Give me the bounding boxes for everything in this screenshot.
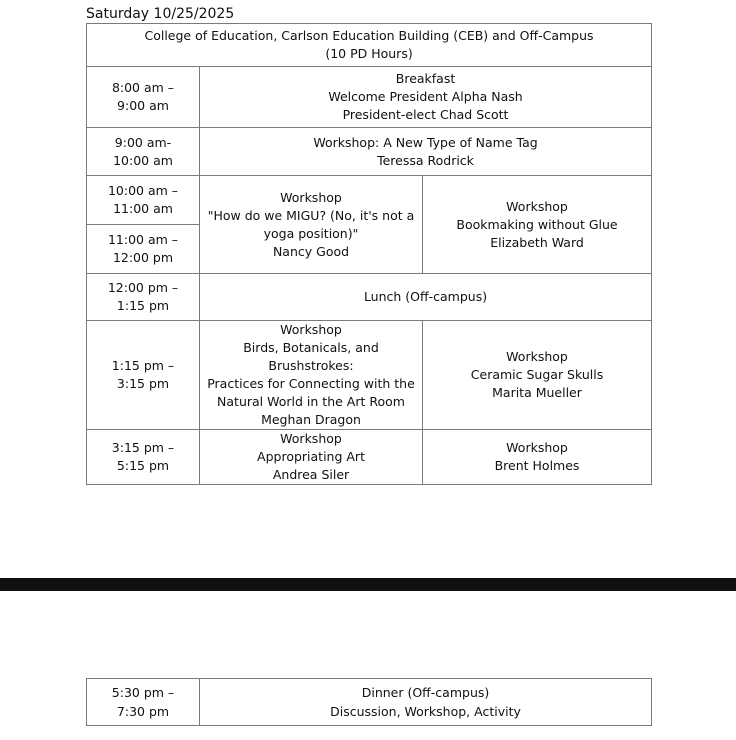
event-title: Workshop xyxy=(280,322,342,337)
event-presenter: Brent Holmes xyxy=(494,458,580,473)
workshop-cell-right xyxy=(423,430,652,485)
event-detail: Discussion, Workshop, Activity xyxy=(330,704,521,719)
time-end: 7:30 pm xyxy=(116,704,170,719)
time-cell xyxy=(87,128,200,176)
time-cell xyxy=(87,679,200,726)
event-detail: Natural World in the Art Room xyxy=(217,394,405,409)
table-row-dinner xyxy=(87,679,652,726)
header-cell xyxy=(87,24,652,67)
event-presenter: Meghan Dragon xyxy=(261,412,361,427)
time-end: 10:00 am xyxy=(113,152,173,168)
time-cell xyxy=(87,274,200,321)
workshop-cell-right xyxy=(423,176,652,274)
table-row-nametag xyxy=(87,128,652,176)
event-title: Workshop xyxy=(506,349,568,364)
time-start: 9:00 am- xyxy=(114,134,172,150)
event-presenter: Nancy Good xyxy=(272,243,350,259)
event-title: Workshop xyxy=(506,440,568,455)
time-cell xyxy=(87,321,200,430)
time-end: 1:15 pm xyxy=(116,298,170,313)
event-title: Dinner (Off-campus) xyxy=(361,685,490,700)
time-end: 9:00 am xyxy=(117,98,169,113)
event-detail: Ceramic Sugar Skulls xyxy=(470,367,604,382)
time-start: 12:00 pm – xyxy=(107,280,179,295)
event-presenter: Andrea Siler xyxy=(272,467,350,482)
event-detail: Bookmaking without Glue xyxy=(456,216,618,232)
event-presenter: Marita Mueller xyxy=(492,385,582,400)
event-cell xyxy=(200,67,652,128)
schedule-date: Saturday 10/25/2025 xyxy=(86,6,235,22)
event-cell xyxy=(200,274,652,321)
event-title: Workshop xyxy=(506,198,568,214)
event-title: Lunch (Off-campus) xyxy=(363,289,488,304)
table-row-morning-slot1 xyxy=(87,176,652,225)
event-detail: Welcome President Alpha Nash xyxy=(328,89,523,104)
time-start: 5:30 pm – xyxy=(111,685,175,700)
time-cell xyxy=(87,430,200,485)
table-row-breakfast xyxy=(87,67,652,128)
event-cell xyxy=(200,128,652,176)
event-presenter: Teressa Rodrick xyxy=(377,152,474,168)
event-presenter: Elizabeth Ward xyxy=(490,234,584,250)
schedule-table xyxy=(86,23,652,485)
table-row-lunch xyxy=(87,274,652,321)
dinner-table xyxy=(86,678,652,726)
time-end: 12:00 pm xyxy=(112,250,174,265)
time-cell xyxy=(87,176,200,225)
page-divider xyxy=(0,578,736,591)
workshop-cell-right xyxy=(423,321,652,430)
header-pd-hours: (10 PD Hours) xyxy=(325,46,413,61)
time-cell xyxy=(87,225,200,274)
time-end: 3:15 pm xyxy=(116,376,170,391)
event-detail: President-elect Chad Scott xyxy=(342,107,509,122)
workshop-cell-left xyxy=(200,321,423,430)
event-title: Workshop xyxy=(280,189,342,205)
event-title: Workshop: A New Type of Name Tag xyxy=(313,134,538,150)
event-detail: "How do we MIGU? (No, it's not a xyxy=(207,207,415,223)
header-title: College of Education, Carlson Education Building (CEB) and Off-Campus xyxy=(144,28,594,43)
header-row xyxy=(87,24,652,67)
time-end: 5:15 pm xyxy=(116,458,170,473)
event-title: Workshop xyxy=(280,431,342,446)
table-row-afternoon1 xyxy=(87,321,652,430)
time-start: 11:00 am – xyxy=(107,232,179,247)
workshop-cell-left xyxy=(200,430,423,485)
table-row-afternoon2 xyxy=(87,430,652,485)
event-detail: Practices for Connecting with the xyxy=(207,376,415,391)
workshop-cell-left xyxy=(200,176,423,274)
time-start: 8:00 am – xyxy=(111,80,175,95)
event-detail: Birds, Botanicals, and Brushstrokes: xyxy=(243,340,379,373)
time-end: 11:00 am xyxy=(113,201,173,216)
time-cell xyxy=(87,67,200,128)
time-start: 3:15 pm – xyxy=(111,440,175,455)
event-detail: Appropriating Art xyxy=(257,449,365,464)
time-start: 1:15 pm – xyxy=(111,358,175,373)
event-title: Breakfast xyxy=(395,71,456,86)
event-detail: yoga position)" xyxy=(263,225,359,241)
event-cell xyxy=(200,679,652,726)
time-start: 10:00 am – xyxy=(107,183,179,198)
